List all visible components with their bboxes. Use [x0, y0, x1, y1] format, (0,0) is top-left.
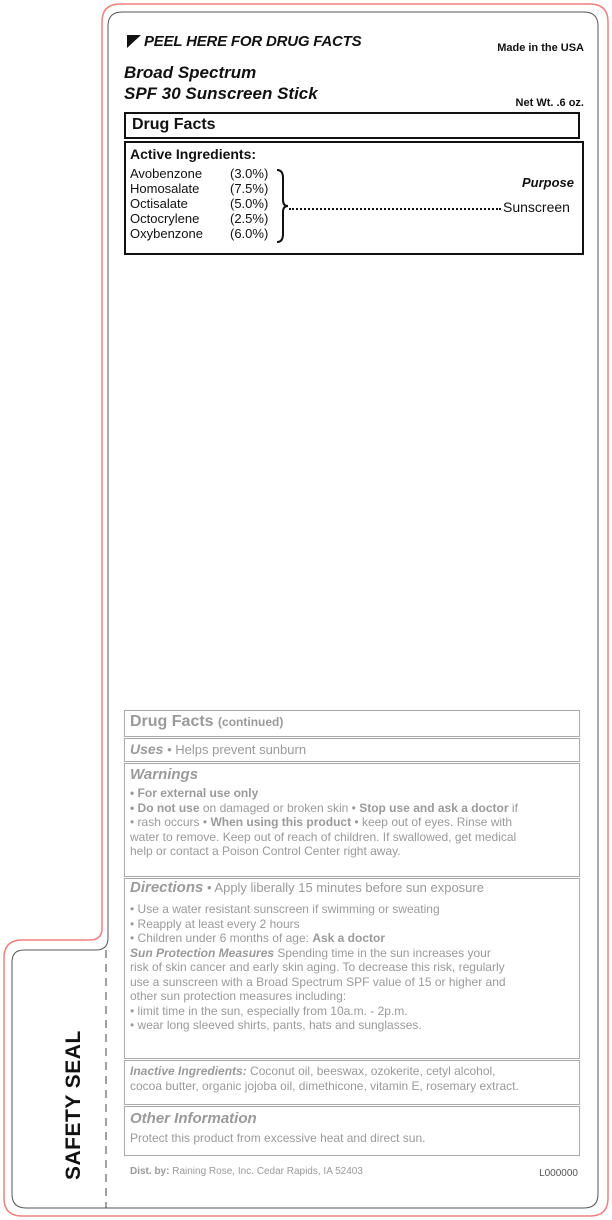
sun-protection-label: Sun Protection Measures	[130, 945, 275, 960]
other-info-text: Protect this product from excessive heat and direct sun.	[130, 1131, 426, 1145]
dist-label: Dist. by:	[130, 1166, 170, 1177]
dir-line-1: • Apply liberally 15 minutes before sun exposure	[203, 880, 484, 895]
dir-line-2: • Use a water resistant sunscreen if swimming or sweating	[130, 902, 440, 916]
spm-line-2: risk of skin cancer and early skin aging. To decrease this risk, regularly	[130, 960, 505, 974]
ingredient-row	[130, 211, 268, 226]
spm-line-5: • limit time in the sun, especially from 10a.m. - 2p.m.	[130, 1003, 408, 1018]
ingredient-pct: (6.0%)	[230, 226, 269, 241]
warn-do-not-use: • Do not use	[130, 800, 200, 815]
ingredient-pct: (2.5%)	[230, 211, 269, 226]
spm-line-1: Spending time in the sun increases your	[274, 945, 491, 960]
safety-seal-label: SAFETY SEAL	[62, 1030, 85, 1180]
peel-text: PEEL HERE FOR DRUG FACTS	[144, 33, 362, 50]
continued-title-main: Drug Facts	[130, 713, 214, 730]
ingredient-pct: (5.0%)	[230, 196, 269, 211]
ingredient-pct: (3.0%)	[230, 166, 269, 181]
ingredient-row	[130, 181, 268, 196]
active-ingredients-title: Active Ingredients:	[130, 146, 257, 162]
ingredient-row	[130, 196, 268, 211]
warn-line-4: water to remove. Keep out of reach of children. If swallowed, get medical	[130, 829, 517, 844]
dir-line-3: • Reapply at least every 2 hours	[130, 916, 300, 931]
purpose-leader-dots	[289, 208, 501, 210]
spm-line-6: • wear long sleeved shirts, pants, hats and sunglasses.	[130, 1018, 422, 1032]
lot-number: L000000	[539, 1168, 578, 1179]
warn-line-1: • For external use only	[130, 786, 259, 800]
drug-facts-title-box	[124, 112, 580, 139]
directions-label: Directions	[130, 879, 204, 896]
peel-here-label[interactable]	[127, 33, 361, 50]
continued-title	[130, 713, 283, 731]
net-weight: Net Wt. .6 oz.	[515, 97, 584, 109]
warn-line-5: help or contact a Poison Control Center right away.	[130, 844, 401, 858]
warnings-label: Warnings	[130, 766, 199, 783]
ingredient-name: Avobenzone	[130, 166, 203, 181]
inactive-line-1: Coconut oil, beeswax, ozokerite, cetyl alcohol,	[246, 1064, 496, 1078]
uses-label: Uses	[130, 741, 164, 757]
ingredient-row	[130, 166, 268, 181]
product-line-1: Broad Spectrum	[124, 63, 257, 82]
dir-ask-doctor: Ask a doctor	[312, 931, 385, 945]
warn-line-2d: if	[508, 800, 518, 815]
warn-stop-use: Stop use and ask a doctor	[359, 800, 509, 815]
inactive-text	[130, 1064, 576, 1093]
peel-arrow-icon	[127, 35, 141, 48]
spm-line-4: other sun protection measures including:	[130, 989, 347, 1003]
warn-line-3a: • rash occurs •	[130, 815, 211, 829]
drug-facts-title: Drug Facts	[132, 116, 216, 133]
dist-text: Raining Rose, Inc. Cedar Rapids, IA 52403	[169, 1166, 363, 1177]
other-info-label: Other Information	[130, 1110, 257, 1127]
warn-when-using: When using this product	[210, 815, 352, 829]
ingredient-name: Octocrylene	[130, 211, 200, 226]
uses-text: • Helps prevent sunburn	[163, 742, 307, 757]
ingredient-name: Octisalate	[130, 196, 188, 211]
spm-line-3: use a sunscreen with a Broad Spectrum SPF value of 15 or higher and	[130, 974, 506, 989]
distributor	[130, 1166, 363, 1177]
inactive-label: Inactive Ingredients:	[130, 1064, 247, 1078]
inactive-line-2: cocoa butter, organic jojoba oil, dimethicone, vitamin E, rosemary extract.	[130, 1078, 519, 1093]
ingredient-list	[130, 166, 268, 241]
purpose-label: Purpose	[521, 175, 574, 190]
ingredient-row	[130, 226, 268, 241]
directions-head-line	[130, 881, 576, 896]
purpose-value: Sunscreen	[503, 199, 570, 215]
ingredient-name: Oxybenzone	[130, 226, 203, 241]
continued-title-suffix: (continued)	[218, 715, 284, 729]
warn-line-3c: • keep out of eyes. Rinse with	[351, 815, 513, 829]
product-line-2: SPF 30 Sunscreen Stick	[124, 84, 318, 103]
ingredient-brace-icon	[275, 168, 289, 244]
directions-text	[130, 902, 576, 1033]
ingredient-pct: (7.5%)	[230, 181, 269, 196]
ingredient-name: Homosalate	[130, 181, 200, 196]
dir-line-4a: • Children under 6 months of age:	[130, 931, 313, 945]
warnings-text	[130, 786, 576, 859]
uses-line	[130, 742, 576, 758]
made-in-usa: Made in the USA	[497, 42, 584, 54]
product-name	[124, 62, 318, 104]
warn-line-2b: on damaged or broken skin •	[199, 800, 360, 815]
